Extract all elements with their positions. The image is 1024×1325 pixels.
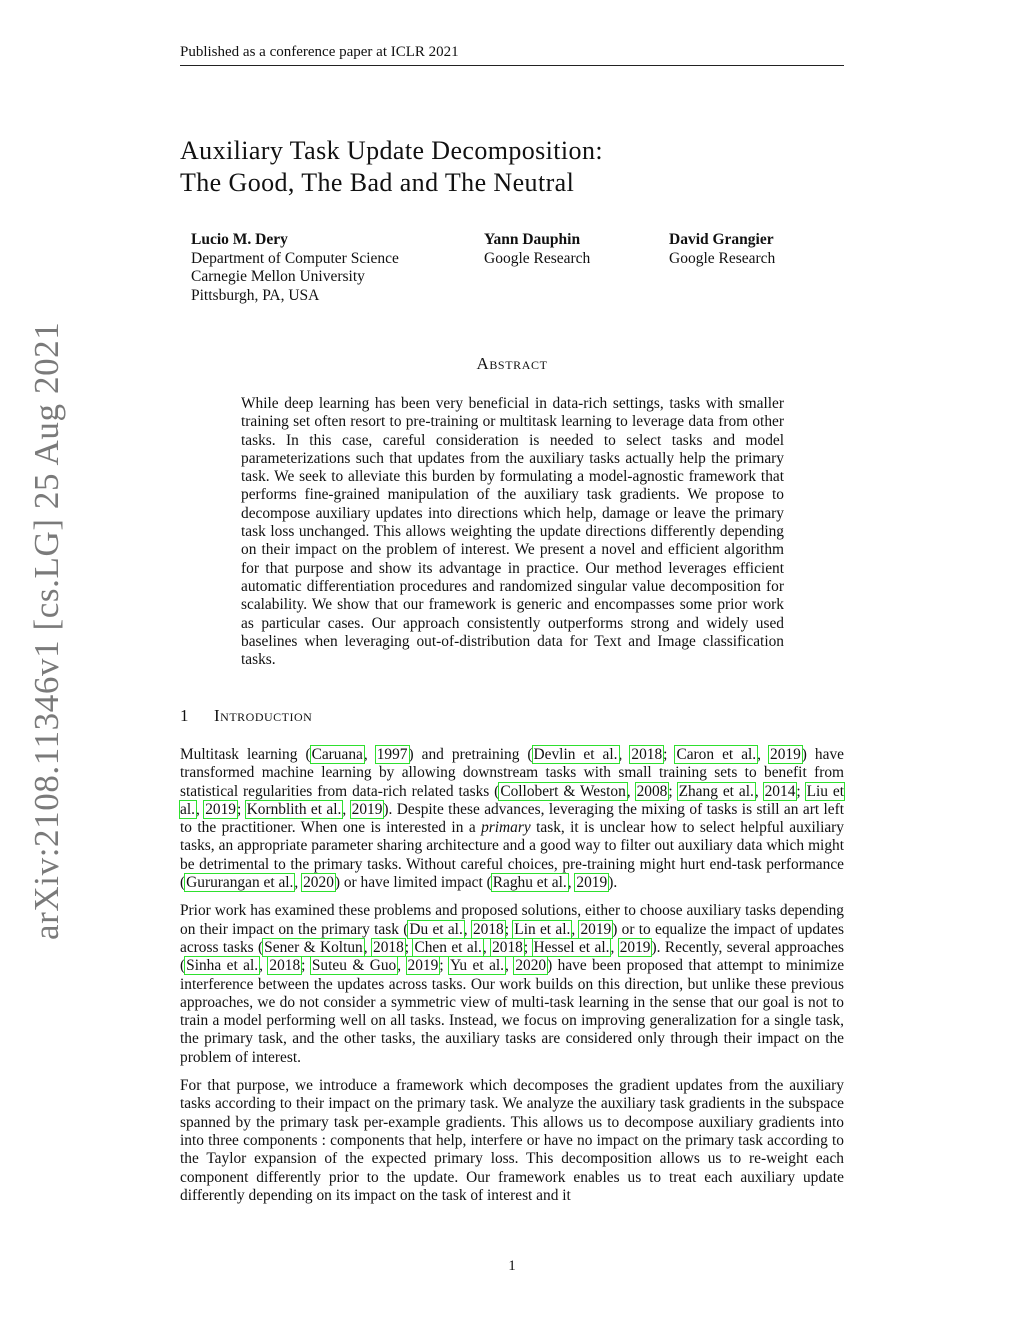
citation-link[interactable]: 1997	[376, 746, 408, 763]
citation-link[interactable]: 2019	[407, 957, 439, 975]
abstract-heading: Abstract	[476, 354, 548, 373]
citation-link[interactable]: Devlin et al.	[533, 746, 618, 763]
text-run: ,	[567, 874, 576, 892]
citation-link[interactable]: 2018	[631, 746, 663, 763]
citation-link[interactable]: Caruana	[311, 746, 363, 763]
text-run: ,	[195, 800, 205, 818]
citation-link[interactable]: Yu et al.	[450, 957, 505, 975]
citation-link[interactable]: 2019	[205, 800, 236, 818]
text-run: ) and pretraining (	[408, 746, 533, 763]
text-run: ,	[363, 938, 372, 956]
text-run: ,	[610, 938, 619, 956]
author-affiliation: Pittsburgh, PA, USA	[191, 286, 320, 304]
text-run: ) or have limited impact (	[334, 874, 492, 892]
citation-link[interactable]: Kornblith et al.	[246, 800, 342, 818]
text-run: ;	[523, 938, 533, 956]
author-name: Yann Dauphin	[484, 231, 581, 248]
citation-link[interactable]: 2018	[373, 938, 404, 956]
citation-link[interactable]: 2008	[636, 782, 668, 800]
section-number: 1	[180, 706, 189, 725]
emphasis-text: primary	[481, 819, 531, 837]
author-affiliation: Google Research	[669, 249, 776, 267]
citation-link[interactable]: 2019	[576, 874, 608, 892]
text-run: ;	[439, 957, 450, 975]
citation-link[interactable]: Chen et al.	[414, 938, 482, 956]
paper-title	[180, 135, 844, 199]
text-run: ,	[482, 938, 492, 956]
paragraph-3: For that purpose, we introduce a framework which decomposes the gradient updates from the auxiliary tasks according to their impact on the primary task. We analyze the auxiliary task gradients in the subspace spanned by the primary task per-example gradients. This allows us to decompose auxiliary gradients into into three components : components that help, interfere or have no impact on the primary task according to the Taylor expansion of the expected primary loss. This decomposition allows us to re-weight each component differently prior to the update. Our framework enables us to treat each auxiliary update differently depending on its impact on the task of interest and it	[180, 1077, 844, 1204]
text-run: ). Despite these advances, leveraging the mixing of tasks is still an art left to the practitioner. When one is interested in a	[180, 800, 844, 837]
citation-link[interactable]: Lin et al.	[514, 920, 571, 938]
citation-link[interactable]: Hessel et al.	[533, 938, 610, 956]
text-run: ;	[504, 920, 514, 938]
abstract-text: While deep learning has been very beneficial in data-rich settings, tasks with smaller training set often resort to pre-training or multitask learning to leverage data from other tasks. In this case, careful consideration is needed to select tasks and model parameterizations such that updates from the auxiliary tasks actually help the primary task. We seek to alleviate this burden by formulating a model-agnostic framework that performs fine-grained manipulation of the auxiliary task gradients. We propose to decompose auxiliary updates into directions which help, damage or leave the primary task loss unchanged. This allows weighting the update directions differently depending on their impact on the problem of interest. We present a novel and efficient algorithm for that purpose and show its advantage in practice. Our method leverages efficient automatic differentiation procedures and randomized singular value decomposition for scalability. We show that our framework is generic and encompasses some prior work as particular cases. Our approach consistently outperforms strong and widely used baselines when leveraging out-of-distribution data for Text and Image classification tasks.	[241, 395, 784, 669]
text-run: ,	[363, 746, 376, 763]
text-run: ,	[505, 957, 515, 975]
text-run: ;	[301, 957, 311, 975]
citation-link[interactable]: 2019	[351, 800, 383, 818]
text-run: ,	[397, 957, 407, 975]
citation-link[interactable]: 2018	[269, 957, 301, 975]
citation-link[interactable]: 2018	[492, 938, 523, 956]
text-run: ) or to equalize the impact of updates across tasks (	[180, 920, 844, 956]
citation-link[interactable]: 2018	[472, 920, 504, 938]
citation-link[interactable]: 2019	[770, 746, 801, 763]
text-run: ,	[757, 746, 770, 763]
text-run: ;	[668, 782, 678, 800]
citation-link[interactable]: Raghu et al.	[492, 874, 567, 892]
citation-link[interactable]: 2020	[515, 957, 547, 975]
text-run: ,	[259, 957, 269, 975]
author-affiliation: Department of Computer Science	[191, 249, 399, 267]
citation-link[interactable]: Liu et al.	[180, 782, 845, 818]
text-run: ,	[571, 920, 580, 938]
intro-body	[180, 746, 844, 1215]
citation-link[interactable]: Collobert & Weston	[500, 782, 626, 800]
text-run: ;	[796, 782, 806, 800]
title-line-2: The Good, The Bad and The Neutral	[180, 168, 575, 197]
author-name: David Grangier	[669, 231, 774, 248]
text-run: Multitask learning (	[180, 746, 311, 763]
author-block-3	[669, 231, 775, 268]
page-number: 1	[508, 1258, 516, 1274]
text-run: ,	[342, 800, 351, 818]
citation-link[interactable]: 2014	[764, 782, 796, 800]
text-run: ). Recently, several approaches (	[180, 938, 845, 975]
author-affiliation: Carnegie Mellon University	[191, 268, 365, 285]
author-block-1	[191, 231, 399, 305]
arxiv-identifier: arXiv:2108.11346v1 [cs.LG] 25 Aug 2021	[27, 321, 66, 940]
text-run: Prior work has examined these problems and proposed solutions, either to choose auxiliary tasks depending on their impact on the primary task (	[180, 902, 844, 938]
author-block-2	[484, 231, 590, 268]
text-run: ;	[237, 800, 246, 818]
text-run: ,	[754, 782, 764, 800]
citation-link[interactable]: Sener & Koltun	[264, 938, 363, 956]
citation-link[interactable]: Du et al.	[409, 920, 463, 938]
citation-link[interactable]: 2019	[580, 920, 612, 938]
text-run: ) have been proposed that attempt to minimize interference between the updates across tasks. Our work builds on this direction, but unlike these previous approaches, we do not consider a symmetric view of multi-task learning in the sense that our goal is not to train a model performing well on all tasks. Instead, we focus on improving generalization for a single task, the primary task, and the other tasks, the auxiliary tasks are considered only through their impact on the problem of interest.	[180, 957, 845, 1066]
text-run: ).	[608, 874, 618, 892]
citation-link[interactable]: Sinha et al.	[186, 957, 259, 975]
text-run: task, it is unclear how to select helpful auxiliary tasks, an appropriate parameter sharing architecture and a good way to filter out auxiliary data which might be detrimental to the primary tasks. Without careful choices, pre-training might hurt end-task performance (	[180, 819, 844, 892]
section-title: Introduction	[214, 706, 313, 725]
citation-link[interactable]: Suteu & Guo	[311, 957, 397, 975]
citation-link[interactable]: 2020	[303, 874, 334, 892]
author-affiliation: Google Research	[484, 249, 591, 267]
paragraph-2	[180, 902, 844, 1067]
running-header: Published as a conference paper at ICLR 2021	[180, 44, 844, 66]
author-name: Lucio M. Dery	[191, 231, 288, 248]
text-run: ) have transformed machine learning by allowing downstream tasks with small training sets to benefit from statistical regularities from data-rich related tasks (	[180, 746, 844, 800]
text-run: ,	[626, 782, 636, 800]
text-run: ,	[463, 920, 472, 938]
paragraph-1	[180, 746, 844, 892]
text-run: ,	[294, 874, 303, 892]
citation-link[interactable]: Gururangan et al.	[186, 874, 294, 892]
text-run: ;	[404, 938, 414, 956]
text-run: ,	[618, 746, 631, 763]
title-line-1: Auxiliary Task Update Decomposition:	[180, 136, 603, 165]
section-heading	[180, 706, 312, 726]
citation-link[interactable]: Caron et al.	[676, 746, 757, 763]
citation-link[interactable]: 2019	[619, 938, 651, 956]
citation-link[interactable]: Zhang et al.	[678, 782, 754, 800]
text-run: ;	[663, 746, 676, 763]
